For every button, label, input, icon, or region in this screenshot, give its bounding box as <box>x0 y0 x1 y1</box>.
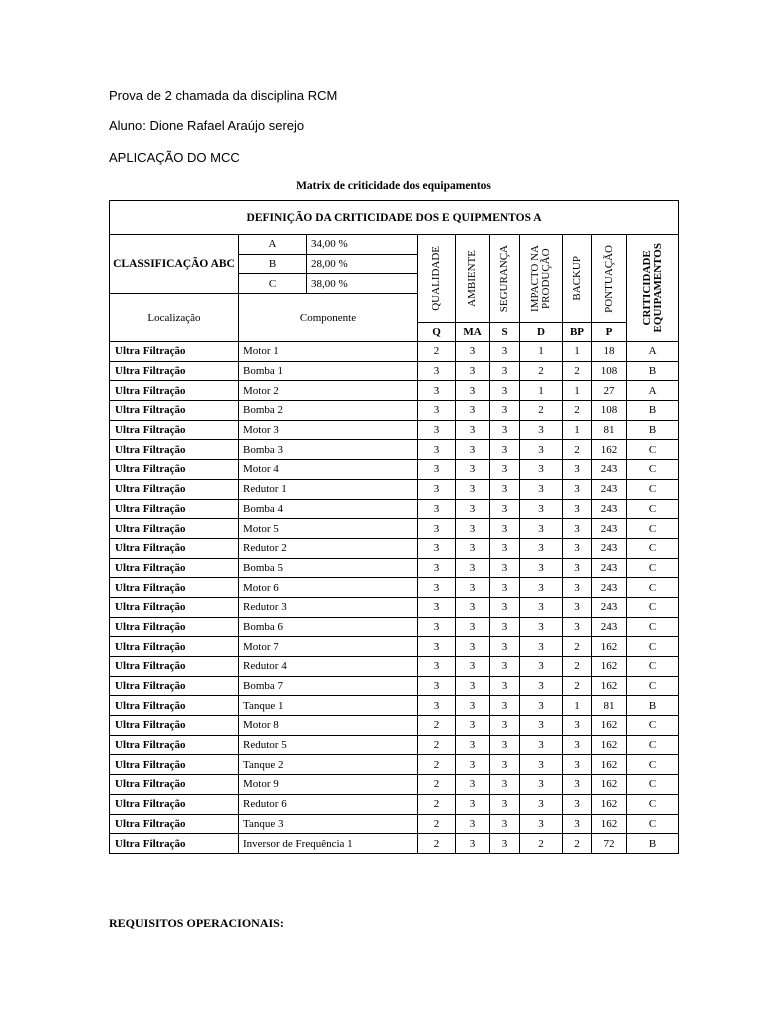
header-criticidade: CRITICIDADE EQUIPAMENTOS <box>627 235 679 342</box>
row-crit: C <box>627 716 679 736</box>
table-caption: Matrix de criticidade dos equipamentos <box>296 180 491 192</box>
row-s: 3 <box>490 814 520 834</box>
row-d: 1 <box>520 381 563 401</box>
row-d: 3 <box>520 716 563 736</box>
row-component: Redutor 3 <box>239 597 418 617</box>
table-row <box>110 381 679 401</box>
row-s: 3 <box>490 676 520 696</box>
row-d: 2 <box>520 361 563 381</box>
row-s: 3 <box>490 657 520 677</box>
row-p: 243 <box>592 499 627 519</box>
row-s: 3 <box>490 342 520 362</box>
table-row <box>110 342 679 362</box>
row-s: 3 <box>490 617 520 637</box>
table-row <box>110 814 679 834</box>
row-s: 3 <box>490 420 520 440</box>
row-location: Ultra Filtração <box>110 401 239 421</box>
row-location: Ultra Filtração <box>110 637 239 657</box>
row-component: Redutor 2 <box>239 538 418 558</box>
row-location: Ultra Filtração <box>110 440 239 460</box>
row-p: 81 <box>592 420 627 440</box>
row-p: 162 <box>592 676 627 696</box>
row-p: 108 <box>592 361 627 381</box>
row-crit: C <box>627 479 679 499</box>
row-bp: 3 <box>563 794 592 814</box>
row-component: Inversor de Frequência 1 <box>239 834 418 854</box>
row-p: 243 <box>592 617 627 637</box>
row-location: Ultra Filtração <box>110 794 239 814</box>
row-s: 3 <box>490 735 520 755</box>
row-bp: 3 <box>563 597 592 617</box>
row-ma: 3 <box>456 460 490 480</box>
row-d: 3 <box>520 519 563 539</box>
row-p: 243 <box>592 479 627 499</box>
row-crit: C <box>627 814 679 834</box>
table-row <box>110 401 679 421</box>
row-component: Bomba 2 <box>239 401 418 421</box>
row-q: 3 <box>418 420 456 440</box>
row-q: 3 <box>418 499 456 519</box>
table-row <box>110 735 679 755</box>
row-ma: 3 <box>456 519 490 539</box>
row-s: 3 <box>490 775 520 795</box>
header-ambiente: AMBIENTE <box>456 235 490 323</box>
row-d: 3 <box>520 578 563 598</box>
row-ma: 3 <box>456 657 490 677</box>
row-location: Ultra Filtração <box>110 499 239 519</box>
table-row <box>110 775 679 795</box>
row-s: 3 <box>490 716 520 736</box>
row-p: 162 <box>592 755 627 775</box>
row-location: Ultra Filtração <box>110 578 239 598</box>
row-location: Ultra Filtração <box>110 617 239 637</box>
row-crit: C <box>627 735 679 755</box>
row-d: 2 <box>520 834 563 854</box>
row-p: 243 <box>592 538 627 558</box>
row-bp: 2 <box>563 676 592 696</box>
row-q: 2 <box>418 735 456 755</box>
row-ma: 3 <box>456 420 490 440</box>
row-s: 3 <box>490 538 520 558</box>
row-component: Bomba 7 <box>239 676 418 696</box>
row-p: 243 <box>592 597 627 617</box>
abbr-p: P <box>592 323 627 342</box>
row-s: 3 <box>490 401 520 421</box>
table-row <box>110 696 679 716</box>
row-bp: 3 <box>563 735 592 755</box>
row-d: 3 <box>520 676 563 696</box>
class-a-percent: 34,00 % <box>307 235 418 255</box>
row-d: 3 <box>520 657 563 677</box>
row-ma: 3 <box>456 440 490 460</box>
row-crit: C <box>627 676 679 696</box>
row-bp: 2 <box>563 637 592 657</box>
row-crit: C <box>627 519 679 539</box>
table-row <box>110 676 679 696</box>
row-q: 3 <box>418 597 456 617</box>
row-d: 3 <box>520 479 563 499</box>
row-p: 162 <box>592 716 627 736</box>
row-q: 3 <box>418 440 456 460</box>
row-crit: C <box>627 499 679 519</box>
row-p: 243 <box>592 460 627 480</box>
doc-line-student: Aluno: Dione Rafael Araújo serejo <box>109 118 305 133</box>
row-p: 162 <box>592 735 627 755</box>
classification-abc-label: CLASSIFICAÇÃO ABC <box>110 235 239 294</box>
row-bp: 2 <box>563 401 592 421</box>
row-bp: 1 <box>563 342 592 362</box>
row-crit: C <box>627 657 679 677</box>
row-component: Motor 9 <box>239 775 418 795</box>
row-d: 3 <box>520 420 563 440</box>
table-row <box>110 755 679 775</box>
row-ma: 3 <box>456 578 490 598</box>
table-row <box>110 597 679 617</box>
row-component: Tanque 3 <box>239 814 418 834</box>
row-s: 3 <box>490 558 520 578</box>
row-component: Bomba 3 <box>239 440 418 460</box>
row-q: 3 <box>418 696 456 716</box>
row-crit: C <box>627 538 679 558</box>
row-location: Ultra Filtração <box>110 519 239 539</box>
row-component: Motor 3 <box>239 420 418 440</box>
row-q: 3 <box>418 657 456 677</box>
row-q: 3 <box>418 578 456 598</box>
row-ma: 3 <box>456 676 490 696</box>
class-b-letter: B <box>239 254 307 274</box>
header-backup: BACKUP <box>563 235 592 323</box>
row-bp: 3 <box>563 814 592 834</box>
row-p: 27 <box>592 381 627 401</box>
row-s: 3 <box>490 499 520 519</box>
criticality-matrix-table <box>109 200 679 854</box>
row-component: Redutor 5 <box>239 735 418 755</box>
row-ma: 3 <box>456 814 490 834</box>
row-location: Ultra Filtração <box>110 342 239 362</box>
row-ma: 3 <box>456 637 490 657</box>
row-ma: 3 <box>456 755 490 775</box>
table-row <box>110 617 679 637</box>
row-location: Ultra Filtração <box>110 460 239 480</box>
row-crit: B <box>627 361 679 381</box>
row-s: 3 <box>490 794 520 814</box>
abbr-ma: MA <box>456 323 490 342</box>
row-ma: 3 <box>456 499 490 519</box>
row-q: 3 <box>418 460 456 480</box>
row-q: 2 <box>418 342 456 362</box>
doc-line-application: APLICAÇÃO DO MCC <box>109 150 240 165</box>
row-location: Ultra Filtração <box>110 538 239 558</box>
row-d: 3 <box>520 538 563 558</box>
row-bp: 3 <box>563 519 592 539</box>
row-q: 3 <box>418 361 456 381</box>
row-ma: 3 <box>456 617 490 637</box>
row-bp: 3 <box>563 775 592 795</box>
row-location: Ultra Filtração <box>110 775 239 795</box>
row-d: 3 <box>520 696 563 716</box>
row-location: Ultra Filtração <box>110 381 239 401</box>
table-row <box>110 657 679 677</box>
row-component: Tanque 2 <box>239 755 418 775</box>
row-component: Bomba 5 <box>239 558 418 578</box>
row-p: 18 <box>592 342 627 362</box>
row-d: 3 <box>520 637 563 657</box>
row-d: 3 <box>520 460 563 480</box>
table-row <box>110 578 679 598</box>
row-location: Ultra Filtração <box>110 716 239 736</box>
row-bp: 1 <box>563 696 592 716</box>
row-component: Redutor 1 <box>239 479 418 499</box>
row-crit: C <box>627 440 679 460</box>
row-crit: A <box>627 342 679 362</box>
row-s: 3 <box>490 479 520 499</box>
row-location: Ultra Filtração <box>110 558 239 578</box>
row-p: 243 <box>592 519 627 539</box>
row-s: 3 <box>490 440 520 460</box>
row-crit: C <box>627 617 679 637</box>
class-c-percent: 38,00 % <box>307 274 418 294</box>
row-bp: 1 <box>563 420 592 440</box>
row-q: 3 <box>418 519 456 539</box>
row-crit: C <box>627 775 679 795</box>
row-bp: 2 <box>563 834 592 854</box>
row-p: 108 <box>592 401 627 421</box>
row-s: 3 <box>490 460 520 480</box>
row-s: 3 <box>490 637 520 657</box>
row-ma: 3 <box>456 558 490 578</box>
row-d: 3 <box>520 735 563 755</box>
row-p: 162 <box>592 440 627 460</box>
row-ma: 3 <box>456 381 490 401</box>
row-bp: 2 <box>563 657 592 677</box>
row-bp: 3 <box>563 617 592 637</box>
row-p: 162 <box>592 794 627 814</box>
row-location: Ultra Filtração <box>110 361 239 381</box>
row-ma: 3 <box>456 696 490 716</box>
class-b-percent: 28,00 % <box>307 254 418 274</box>
row-component: Motor 8 <box>239 716 418 736</box>
row-component: Motor 4 <box>239 460 418 480</box>
row-ma: 3 <box>456 597 490 617</box>
row-location: Ultra Filtração <box>110 420 239 440</box>
table-row <box>110 834 679 854</box>
row-crit: C <box>627 755 679 775</box>
header-pontuacao: PONTUAÇÃO <box>592 235 627 323</box>
row-q: 2 <box>418 834 456 854</box>
row-component: Motor 7 <box>239 637 418 657</box>
row-s: 3 <box>490 519 520 539</box>
row-s: 3 <box>490 597 520 617</box>
table-row <box>110 637 679 657</box>
row-q: 3 <box>418 401 456 421</box>
table-row <box>110 479 679 499</box>
class-a-letter: A <box>239 235 307 255</box>
row-d: 3 <box>520 814 563 834</box>
row-d: 1 <box>520 342 563 362</box>
row-location: Ultra Filtração <box>110 834 239 854</box>
table-row <box>110 519 679 539</box>
row-q: 3 <box>418 381 456 401</box>
row-crit: B <box>627 420 679 440</box>
row-s: 3 <box>490 696 520 716</box>
abbr-q: Q <box>418 323 456 342</box>
row-p: 72 <box>592 834 627 854</box>
row-bp: 3 <box>563 755 592 775</box>
table-row <box>110 420 679 440</box>
row-ma: 3 <box>456 716 490 736</box>
row-crit: C <box>627 558 679 578</box>
row-crit: C <box>627 578 679 598</box>
row-ma: 3 <box>456 361 490 381</box>
row-location: Ultra Filtração <box>110 676 239 696</box>
row-p: 162 <box>592 657 627 677</box>
table-row <box>110 499 679 519</box>
row-crit: C <box>627 637 679 657</box>
row-bp: 3 <box>563 538 592 558</box>
row-q: 3 <box>418 479 456 499</box>
doc-line-exam: Prova de 2 chamada da disciplina RCM <box>109 88 338 103</box>
row-ma: 3 <box>456 834 490 854</box>
table-row <box>110 716 679 736</box>
row-q: 3 <box>418 637 456 657</box>
row-component: Motor 2 <box>239 381 418 401</box>
row-p: 243 <box>592 558 627 578</box>
abbr-s: S <box>490 323 520 342</box>
row-ma: 3 <box>456 538 490 558</box>
row-ma: 3 <box>456 479 490 499</box>
row-p: 81 <box>592 696 627 716</box>
row-d: 3 <box>520 617 563 637</box>
row-component: Motor 5 <box>239 519 418 539</box>
row-location: Ultra Filtração <box>110 657 239 677</box>
row-crit: B <box>627 834 679 854</box>
row-component: Redutor 4 <box>239 657 418 677</box>
row-q: 2 <box>418 755 456 775</box>
row-ma: 3 <box>456 735 490 755</box>
row-ma: 3 <box>456 401 490 421</box>
row-bp: 3 <box>563 460 592 480</box>
abbr-d: D <box>520 323 563 342</box>
row-location: Ultra Filtração <box>110 479 239 499</box>
row-d: 3 <box>520 440 563 460</box>
section-heading-requisitos: REQUISITOS OPERACIONAIS: <box>109 916 284 930</box>
row-d: 2 <box>520 401 563 421</box>
row-bp: 3 <box>563 578 592 598</box>
row-d: 3 <box>520 558 563 578</box>
row-d: 3 <box>520 597 563 617</box>
row-crit: C <box>627 460 679 480</box>
row-location: Ultra Filtração <box>110 735 239 755</box>
class-c-letter: C <box>239 274 307 294</box>
row-p: 162 <box>592 637 627 657</box>
table-row <box>110 460 679 480</box>
componente-header: Componente <box>239 294 418 342</box>
table-row <box>110 558 679 578</box>
row-component: Bomba 4 <box>239 499 418 519</box>
row-q: 2 <box>418 775 456 795</box>
row-ma: 3 <box>456 794 490 814</box>
abbr-bp: BP <box>563 323 592 342</box>
row-component: Bomba 1 <box>239 361 418 381</box>
row-location: Ultra Filtração <box>110 597 239 617</box>
localizacao-header: Localização <box>110 294 239 342</box>
row-component: Bomba 6 <box>239 617 418 637</box>
row-s: 3 <box>490 361 520 381</box>
row-bp: 1 <box>563 381 592 401</box>
row-ma: 3 <box>456 342 490 362</box>
row-crit: B <box>627 401 679 421</box>
row-component: Motor 1 <box>239 342 418 362</box>
row-crit: A <box>627 381 679 401</box>
row-ma: 3 <box>456 775 490 795</box>
row-s: 3 <box>490 755 520 775</box>
row-d: 3 <box>520 794 563 814</box>
header-impacto-producao: IMPACTO NA PRODUÇÃO <box>520 235 563 323</box>
row-q: 3 <box>418 538 456 558</box>
row-bp: 3 <box>563 558 592 578</box>
table-title: DEFINIÇÃO DA CRITICIDADE DOS E QUIPMENTOS A <box>110 201 679 235</box>
row-d: 3 <box>520 499 563 519</box>
row-location: Ultra Filtração <box>110 755 239 775</box>
row-p: 162 <box>592 775 627 795</box>
table-row <box>110 361 679 381</box>
table-row <box>110 794 679 814</box>
header-qualidade: QUALIDADE <box>418 235 456 323</box>
row-component: Tanque 1 <box>239 696 418 716</box>
row-p: 162 <box>592 814 627 834</box>
row-s: 3 <box>490 578 520 598</box>
row-p: 243 <box>592 578 627 598</box>
row-q: 2 <box>418 716 456 736</box>
table-row <box>110 440 679 460</box>
row-q: 3 <box>418 617 456 637</box>
row-crit: C <box>627 597 679 617</box>
row-bp: 2 <box>563 361 592 381</box>
row-crit: C <box>627 794 679 814</box>
row-location: Ultra Filtração <box>110 696 239 716</box>
row-q: 2 <box>418 794 456 814</box>
row-component: Motor 6 <box>239 578 418 598</box>
header-seguranca: SEGURANÇA <box>490 235 520 323</box>
row-location: Ultra Filtração <box>110 814 239 834</box>
row-s: 3 <box>490 381 520 401</box>
row-crit: B <box>627 696 679 716</box>
table-row <box>110 538 679 558</box>
row-d: 3 <box>520 755 563 775</box>
row-d: 3 <box>520 775 563 795</box>
row-q: 3 <box>418 558 456 578</box>
row-q: 3 <box>418 676 456 696</box>
row-component: Redutor 6 <box>239 794 418 814</box>
row-bp: 3 <box>563 499 592 519</box>
row-bp: 2 <box>563 440 592 460</box>
row-bp: 3 <box>563 479 592 499</box>
row-q: 2 <box>418 814 456 834</box>
row-s: 3 <box>490 834 520 854</box>
row-bp: 3 <box>563 716 592 736</box>
